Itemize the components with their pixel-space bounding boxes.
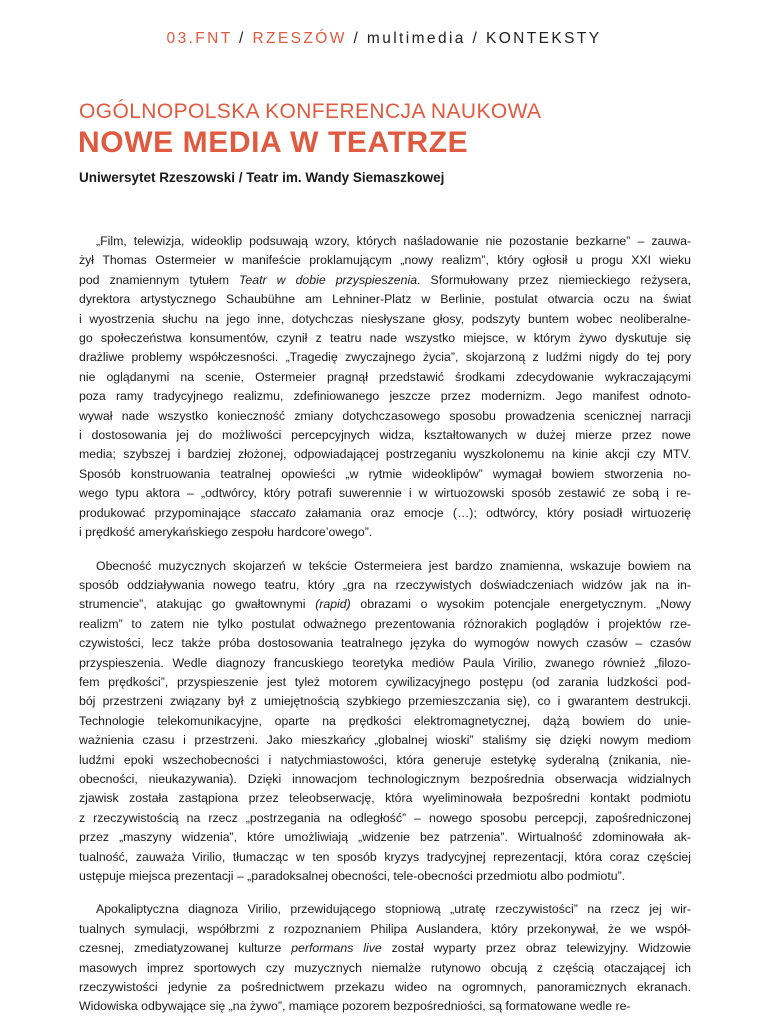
text-line: z rzeczywistością na rzecz „postrzegania na odległość” – nowego sposobu percepcji, zapośredniczonej: [79, 810, 691, 825]
text-line: produkować przypominające staccato załamania oraz emocje (…); odtwórcy, który posiadł wirtuozerię: [79, 505, 691, 520]
text-line: ważnienia czasu i przestrzeni. Jako mieszkańcy „globalnej wioski” staliśmy się dzięki nowym mediom: [79, 733, 691, 748]
emphasis: performans live: [291, 941, 382, 956]
text-line: Apokaliptyczna diagnoza Virilio, przewidującego stopniową „utratę rzeczywistości” na rzecz jej wir-: [96, 902, 691, 917]
text-line: bój przestrzeni związany był z umiejętnością szybkiego przemieszczania się), co i gwarantem destrukcji.: [79, 694, 691, 709]
text-line: rzeczywistości jedynie za pośrednictwem przekazu wideo na ogromnych, panoramicznych ekranach.: [79, 980, 691, 995]
text-line: obecności, nieukazywania). Dzięki innowacjom technologicznym bezpośrednia obserwacja widzialnych: [79, 771, 691, 786]
text-line: żył Thomas Ostermeier w manifeście proklamującym „nowy realizm”, który ogłosił u progu XXI wieku: [79, 253, 691, 268]
paragraph: [79, 900, 691, 1016]
subtitle: Uniwersytet Rzeszowski / Teatr im. Wandy Siemaszkowej: [79, 170, 445, 185]
conference-label: OGÓLNOPOLSKA KONFERENCJA NAUKOWA: [79, 100, 542, 123]
text-line: fem prędkości”, przyspieszenie jest tyleż motorem cywilizacyjnego postępu (od zarania ludzkości pod-: [79, 674, 691, 689]
text-line: przez „maszyny widzenia”, które umożliwiają „widzenie bez patrzenia”. Wirtualność zdominowała ak-: [79, 830, 691, 845]
text-line: „Film, telewizja, wideoklip podsuwają wzory, których naśladowanie nie pozostanie bezkarne” – zauwa-: [96, 234, 691, 248]
text-line: tualność, zauważa Virilio, tłumacząc w ten sposób kryzys tradycyjnej reprezentacji, która coraz częściej: [79, 849, 691, 864]
text-line: wego typu aktora – „odtwórcy, który potrafi suwerennie i w wirtuozowski sposób zestawić ze sobą i re-: [79, 486, 691, 501]
emphasis: (rapid): [315, 597, 351, 612]
text-line: i dostosowania jej do możliwości percepcyjnych widza, kształtowanych w dużej mierze przez nowe: [79, 428, 691, 443]
running-head-category: KONTEKSTY: [485, 30, 602, 47]
emphasis: Teatr w dobie przyspieszenia: [239, 272, 418, 287]
running-head-section: / multimedia /: [346, 30, 486, 47]
text-line: czywistości, lecz także próba dostosowania teatralnego języka do wymogów nowych czasów – czasów: [79, 636, 691, 651]
text-line: czesnej, zmediatyzowanej kulturze performans live został wyparty przez obraz telewizyjny. Widzowie: [79, 941, 691, 956]
text-line: Sposób konstruowania teatralnej opowieści „w rytmie wideoklipów” wymagał bowiem stworzenia no-: [79, 466, 691, 481]
text-line: realizm” to zatem nie tylko postulat odważnego prezentowania różnorakich poglądów i projektów rze-: [79, 616, 691, 631]
text-line: ludźmi epoki wszechobecności i natychmiastowości, która generuje estetykę syderalną (znikania, nie-: [79, 752, 691, 767]
text-line: sposób oddziaływania nowego teatru, który „gra na rzeczywistych doświadczeniach widzów jak na in-: [79, 577, 691, 592]
text-line: masowych imprez sportowych czy muzycznych niemalże rutynowo obcują z częścią otaczającej ich: [79, 960, 691, 975]
text-line: strumencie”, atakując go gwałtownymi (rapid) obrazami o wysokim potencjale energetycznym. „Nowy: [79, 597, 691, 612]
text-line: media; szybszej i bardziej złożonej, odpowiadającej postrzeganiu wyszkolonemu na kinie akcji czy MTV.: [79, 447, 691, 462]
text-line: poza ramy tradycyjnego realizmu, zdefiniowanego jeszcze przez modernizm. Jego manifest odnoto-: [79, 389, 691, 404]
text-line: tualnych symulacji, współbrzmi z rozpoznaniem Philipa Auslandera, który przekonywał, że we współ-: [79, 921, 691, 936]
emphasis: staccato: [250, 505, 296, 520]
text-line: nie oglądanymi na scenie, Ostermeier pragnął przedstawić środkami zdecydowanie wykraczającymi: [79, 369, 691, 384]
text-line: przyspieszenia. Wedle diagnozy francuskiego teoretyka mediów Paula Virilio, zwanego również „filozo-: [79, 655, 691, 670]
text-line: dyrektora artystycznego Schaubühne am Lehniner-Platz w Berlinie, postulat otwarcia oczu na świat: [79, 292, 691, 307]
paragraph: [79, 232, 691, 543]
page-title: NOWE MEDIA W TEATRZE: [78, 126, 469, 159]
text-line: zjawisk została zastąpiona przez teleobserwację, która wyeliminowała bezpośredni kontakt podmiotu: [79, 791, 691, 806]
text-line: i wyostrzenia słuchu na jego inne, dotychczas niesłyszane głosy, podszyty buntem wobec neoliberalne-: [79, 311, 691, 326]
running-head: [0, 30, 768, 48]
running-head-separator: /: [232, 30, 253, 47]
running-head-series: 03.FNT: [166, 30, 233, 47]
running-head-city: RZESZÓW: [252, 30, 347, 47]
text-line: go społeczeństwa konsumentów, czynił z teatru nade wszystko miejsce, w którym żywo dyskutuje się: [79, 331, 691, 346]
paragraph: [79, 557, 691, 887]
text-line: Obecność muzycznych skojarzeń w tekście Ostermeiera jest bardzo znamienna, wskazuje bowiem na: [96, 558, 691, 573]
article-body: [79, 232, 691, 1031]
text-line: Technologie telekomunikacyjne, oparte na prędkości elektromagnetycznej, dążą bowiem do unie-: [79, 713, 691, 728]
text-line: wywał nade wszystko konieczność zmiany dotychczasowego sposobu prowadzenia scenicznej narracji: [79, 408, 691, 423]
text-line: ustępuje miejsca prezentacji – „paradoksalnej obecności, tele-obecności przedmiotu albo podmiotu”.: [79, 869, 626, 883]
text-line: drażliwe problemy współczesności. „Tragedię zwyczajnego życia”, skojarzoną z ludźmi nigdy do tej pory: [79, 350, 691, 365]
text-line: i prędkość amerykańskiego zespołu hardcore’owego”.: [79, 525, 373, 540]
text-line: pod znamiennym tytułem Teatr w dobie przyspieszenia. Sformułowany przez niemieckiego reżysera,: [79, 272, 691, 287]
text-line: Widowiska odbywające się „na żywo”, mamiące pozorem bezpośredniości, są formatowane wedle re-: [79, 999, 631, 1014]
